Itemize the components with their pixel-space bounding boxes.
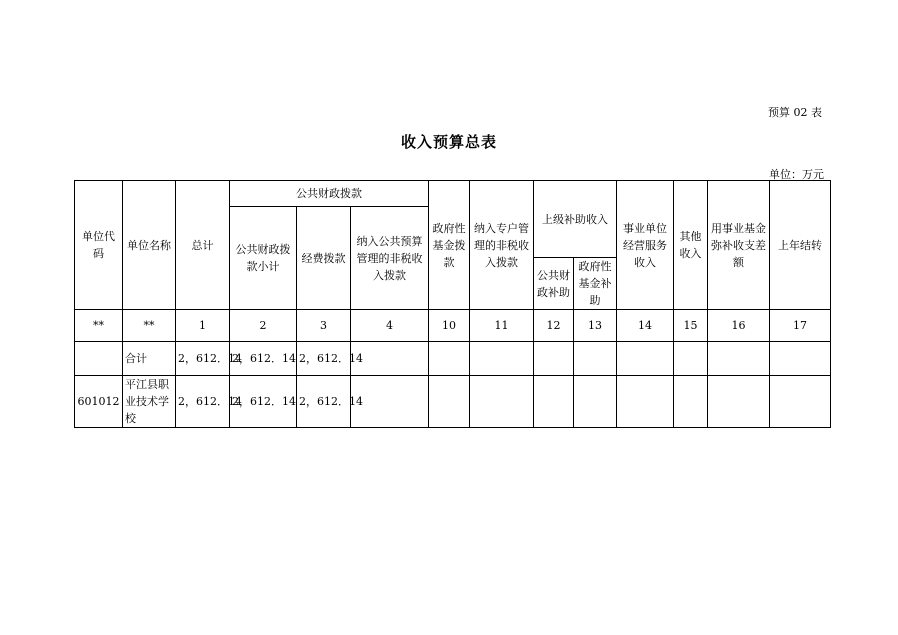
unit-label: 单位：万元 [769, 168, 824, 181]
header-carryover: 上年结转 [770, 181, 831, 310]
row-operating: 2，612．14 [297, 342, 351, 376]
index-cell: 10 [429, 310, 470, 342]
index-cell: 14 [617, 310, 674, 342]
index-cell: 12 [534, 310, 574, 342]
header-fund-offset: 用事业基金弥补收支差额 [708, 181, 770, 310]
header-public-finance: 公共财政拨款 [230, 181, 429, 207]
index-cell: 11 [470, 310, 534, 342]
index-cell: 4 [351, 310, 429, 342]
page-title: 收入预算总表 [400, 133, 497, 151]
header-public-budget-nontax: 纳入公共预算管理的非税收入拨款 [351, 207, 429, 310]
index-cell: 13 [574, 310, 617, 342]
header-other-income: 其他收入 [674, 181, 708, 310]
table-row [75, 342, 831, 376]
row-total: 2，612．14 [176, 342, 230, 376]
row-subtotal: 2，612．14 [230, 376, 297, 428]
table-row [75, 376, 831, 428]
income-budget-table [74, 180, 831, 428]
row-total: 2，612．14 [176, 376, 230, 428]
index-cell: 1 [176, 310, 230, 342]
index-cell: 15 [674, 310, 708, 342]
header-public-finance-subsidy: 公共财政补助 [534, 258, 574, 310]
header-operating-funds: 经费拨款 [297, 207, 351, 310]
index-cell: 2 [230, 310, 297, 342]
index-cell: 3 [297, 310, 351, 342]
header-unit-name: 单位名称 [123, 181, 176, 310]
row-name: 合计 [123, 342, 176, 376]
header-service-income: 事业单位经营服务收入 [617, 181, 674, 310]
header-unit-code: 单位代码 [75, 181, 123, 310]
header-gov-fund-subsidy: 政府性基金补助 [574, 258, 617, 310]
header-total: 总计 [176, 181, 230, 310]
form-number: 预算 02 表 [768, 106, 822, 119]
index-cell: 17 [770, 310, 831, 342]
row-operating: 2，612．14 [297, 376, 351, 428]
row-code [75, 342, 123, 376]
header-superior-subsidy: 上级补助收入 [534, 181, 617, 258]
header-special-nontax: 纳入专户管理的非税收入拨款 [470, 181, 534, 310]
row-subtotal: 2，612．14 [230, 342, 297, 376]
index-code: ** [75, 310, 123, 342]
header-public-finance-subtotal: 公共财政拨款小计 [230, 207, 297, 310]
header-gov-fund: 政府性基金拨款 [429, 181, 470, 310]
index-cell: 16 [708, 310, 770, 342]
row-code: 601012 [75, 376, 123, 428]
index-name: ** [123, 310, 176, 342]
row-name: 平江县职业技术学校 [123, 376, 176, 428]
